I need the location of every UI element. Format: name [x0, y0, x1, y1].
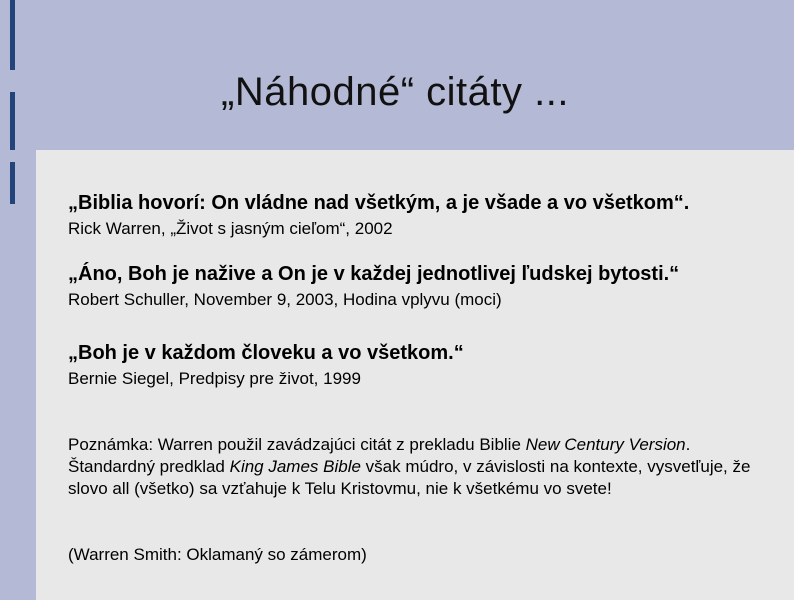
accent-bar-3 [10, 162, 15, 204]
note-italic-2: King James Bible [229, 457, 361, 476]
quote-text: „Biblia hovorí: On vládne nad všetkým, a je všade a vo všetkom“. [68, 192, 690, 214]
note-text-2: . Štandardný predklad [68, 435, 691, 476]
quote-text: „Boh je v každom človeku a vo všetkom.“ [68, 342, 464, 364]
note-text-3: však múdro, v závislosti na kontexte, vysvetľuje, že slovo all (všetko) sa vzťahuje k Telu Kristovmu, nie k všetkému vo svete! [68, 457, 751, 498]
quote-source: Robert Schuller, November 9, 2003, Hodina vplyvu (moci) [68, 290, 502, 309]
quote-source: Bernie Siegel, Predpisy pre život, 1999 [68, 369, 361, 388]
note-text-1: Poznámka: Warren použil zavádzajúci citát z prekladu Biblie [68, 435, 526, 454]
note-paragraph [68, 434, 758, 500]
quote-2 [68, 263, 679, 310]
quote-text: „Áno, Boh je nažive a On je v každej jednotlivej ľudskej bytosti.“ [68, 263, 680, 285]
quote-source: Rick Warren, „Život s jasným cieľom“, 2002 [68, 219, 393, 238]
slide-title: „Náhodné“ citáty ... [221, 70, 569, 114]
quote-3 [68, 342, 464, 389]
quote-1 [68, 192, 689, 239]
note-italic-1: New Century Version [525, 435, 686, 454]
closing-citation: (Warren Smith: Oklamaný so zámerom) [68, 545, 367, 564]
accent-bar-1 [10, 0, 15, 70]
